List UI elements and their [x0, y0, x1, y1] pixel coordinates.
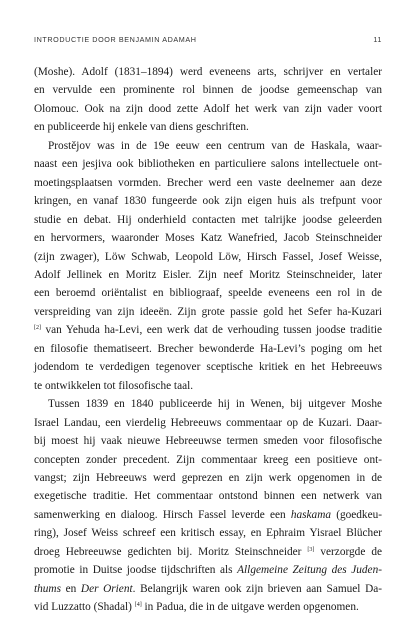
text-line: en hervormers, waaronder Moses Katz Wanefried, Jacob Steinschneider: [34, 232, 382, 245]
paragraph: [34, 63, 382, 137]
text-line: Tussen 1839 en 1840 publiceerde hij in Wenen, bij uitgever Moshe: [48, 398, 382, 411]
paragraph: [34, 395, 382, 616]
text-line: promotie in Duitse joodse tijdschriften als Allgemeine Zeitung des Juden-: [34, 564, 382, 577]
text-line: en filosofie thematiseert. Brecher bewonderde Ha-Levi’s poging om het: [34, 342, 382, 355]
text-line: Adolf Jellinek en Moritz Eisler. Zijn neef Moritz Steinschneider, later: [34, 268, 382, 281]
footnote-marker: [3]: [307, 546, 315, 553]
text-line: (Moshe). Adolf (1831–1894) werd eveneens arts, schrijver en vertaler: [34, 66, 382, 78]
text-line: (zijn zwager), Löw Schwab, Leopold Löw, Hirsch Fassel, Josef Weisse,: [34, 250, 382, 263]
text-line: een beroemd oriëntalist en bibliograaf, speelde eveneens een rol in de: [34, 287, 382, 300]
footnote-marker: [2]: [34, 325, 41, 332]
footnote-marker: [4]: [134, 602, 142, 609]
text-line: verspreiding van zijn ideeën. Zijn grote passie gold het Sefer ha-Kuzari: [34, 305, 382, 318]
text-line: naast een jesjiva ook bibliotheken en particuliere salons intellectuele ont-: [34, 158, 382, 171]
text-line: Prostějov was in de 19e eeuw een centrum van de Haskala, waar-: [48, 139, 382, 152]
running-title: INTRODUCTIE DOOR BENJAMIN ADAMAH: [34, 35, 197, 44]
text-line: vangst; zijn Hebreeuws werd geprezen en zijn werk opgenomen in de: [34, 471, 382, 484]
italic-term: Der Orient: [80, 582, 133, 595]
text-line: kringen, en vanaf 1830 fungeerde ook zijn eigen huis als trefpunt voor: [34, 195, 382, 208]
italic-term: haskama: [290, 508, 332, 521]
page-number: 11: [373, 35, 382, 44]
text-line: Olomouc. Ook na zijn dood zette Adolf het werk van zijn vader voort: [34, 102, 382, 115]
text-line: [2] van Yehuda ha-Levi, een werk dat de verhouding tussen joodse traditie: [34, 324, 382, 337]
body-text: [34, 63, 382, 617]
paragraph: [34, 137, 382, 395]
text-line: en vervulde een prominente rol binnen de joodse gemeenschap van: [34, 84, 382, 97]
running-header: [34, 35, 382, 47]
text-line: moetingsplaatsen vormden. Brecher werd een vaste deelnemer aan deze: [34, 176, 382, 189]
text-line: vid Luzzatto (Shadal) [4] in Padua, die in de uitgave werden opgenomen.: [34, 601, 359, 614]
text-line: concepten zonder precedent. Zijn commentaar kreeg een positieve ont-: [34, 453, 382, 466]
text-line: exegetische traditie. Het commentaar ontstond binnen een netwerk van: [34, 490, 382, 503]
text-line: droeg Hebreeuwse gedichten bij. Moritz Steinschneider [3] verzorgde de: [34, 545, 382, 558]
text-line: samenwerking en dialoog. Hirsch Fassel leverde een haskama (goedkeu-: [34, 508, 382, 521]
text-line: Israel Landau, een vierdelig Hebreeuws commentaar op de Kuzari. Daar-: [34, 416, 382, 429]
text-line: thums en Der Orient. Belangrijk waren ook zijn brieven aan Samuel Da-: [34, 582, 383, 595]
text-line: ring), Josef Weiss schreef een kritisch essay, en Ephraim Yisrael Blücher: [34, 527, 382, 540]
text-line: jodendom te verdedigen tegenover sceptische kritiek en het Hebreeuws: [34, 361, 382, 374]
text-line: en publiceerde hij enkele van diens geschriften.: [34, 121, 249, 134]
italic-term: Allgemeine Zeitung des Juden-: [237, 564, 382, 577]
italic-term: thums: [34, 582, 61, 595]
text-line: studie en debat. Hij onderhield contacten met talrijke joodse geleerden: [34, 213, 382, 226]
text-line: bij moest hij vaak nieuwe Hebreeuwse termen smeden voor filosofische: [34, 435, 382, 448]
text-line: te ontwikkelen tot filosofische taal.: [34, 379, 194, 392]
